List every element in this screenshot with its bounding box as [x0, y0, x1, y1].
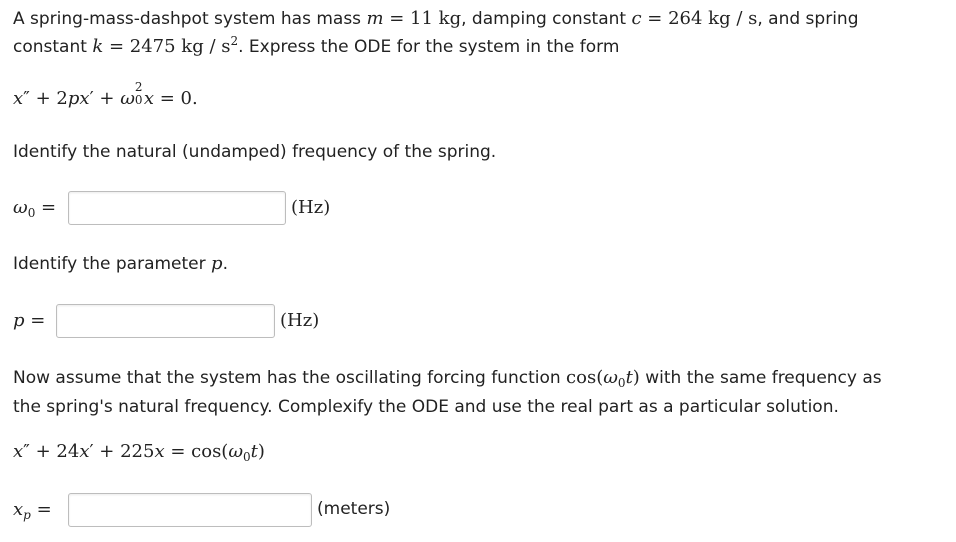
problem-line-1: A spring-mass-dashpot system has mass m = 11 kg, damping constant c = 264 kg / s, and spring [13, 8, 859, 29]
problem-statement [13, 5, 858, 62]
q1-prompt: Identify the natural (undamped) frequency of the spring. [13, 142, 497, 162]
forced-ode-equation: $x'' + 24x' + 225x = \cos(\omega_0t)$ [13, 441, 265, 464]
q2-label: p = [13, 310, 46, 331]
q2-unit-label: (Hz) [280, 310, 320, 331]
q3-unit-label: (meters) [317, 499, 391, 519]
q1-unit-label: (Hz) [291, 197, 331, 218]
q3-label: $x_p$ = [13, 499, 52, 522]
problem-line-2: constant k = 2475 kg / $s^2$. Express the ODE for the system in the form [13, 34, 620, 57]
p-answer-input[interactable] [56, 304, 275, 338]
q1-label: $\omega_0$ = [13, 197, 57, 220]
q3-prompt [13, 364, 882, 421]
q3-prompt-line-2: the spring's natural frequency. Complexify the ODE and use the real part as a particular solution. [13, 397, 839, 417]
ode-form-equation: x″ + 2px′ + ω 2 0 x = 0. [13, 80, 198, 109]
omega0-answer-input[interactable] [68, 191, 286, 225]
xp-answer-input[interactable] [68, 493, 312, 527]
q3-prompt-line-1: Now assume that the system has the oscillating forcing function $\cos(\omega_0t)$ with the same frequency as [13, 367, 882, 390]
q2-prompt: Identify the parameter p. [13, 253, 228, 274]
